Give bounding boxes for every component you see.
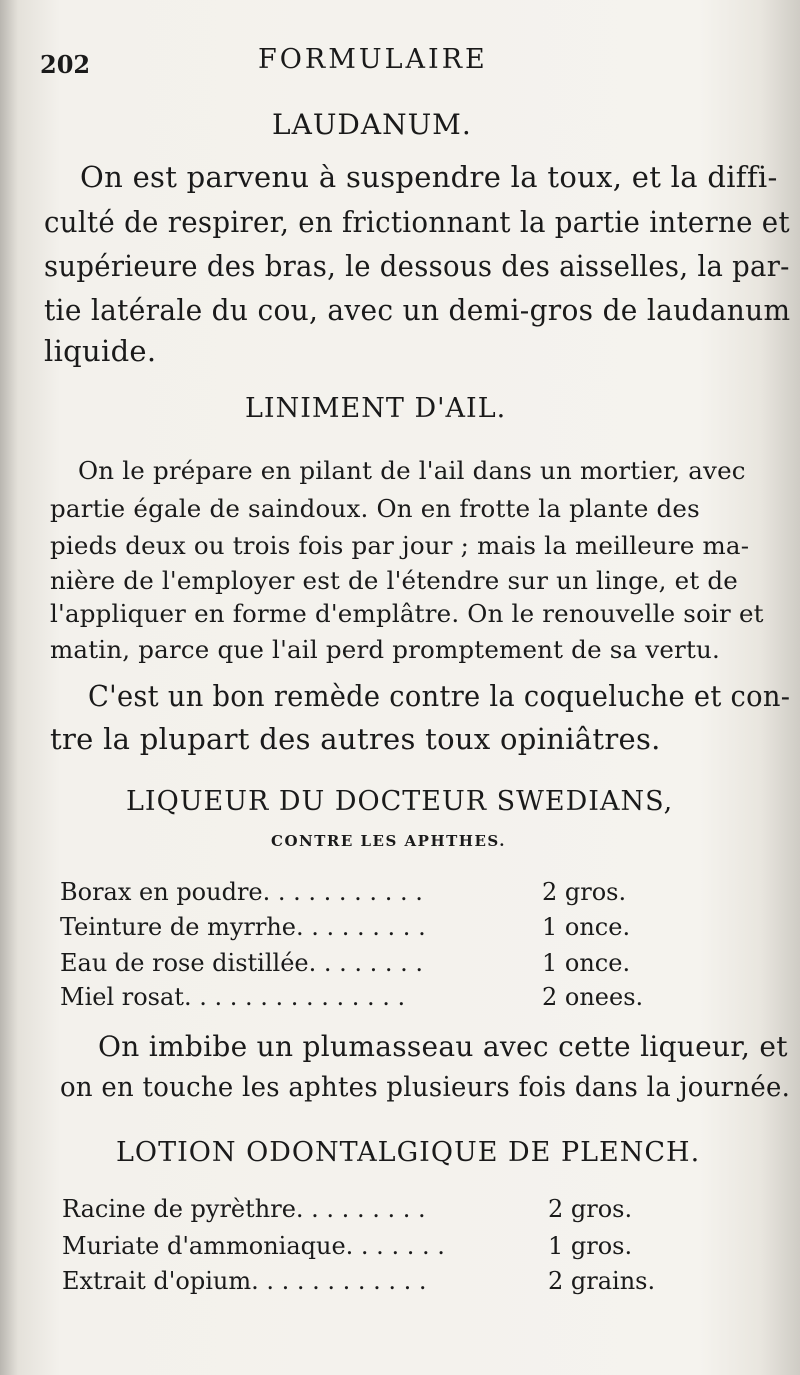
text-line: liquide. xyxy=(44,334,157,368)
ingredient-quantity: 1 once. xyxy=(542,949,631,977)
text-line: On le prépare en pilant de l'ail dans un mortier, avec xyxy=(78,456,746,485)
text-line: culté de respirer, en frictionnant la partie interne et xyxy=(44,205,790,239)
text-line: On imbibe un plumasseau avec cette liqueur, et xyxy=(98,1030,788,1063)
ingredient-quantity: 2 grains. xyxy=(548,1267,656,1295)
ingredient-quantity: 2 gros. xyxy=(548,1195,633,1223)
text-line: supérieure des bras, le dessous des aisselles, la par- xyxy=(44,249,790,283)
text-line: pieds deux ou trois fois par jour ; mais la meilleure ma- xyxy=(50,531,750,560)
text-line: partie égale de saindoux. On en frotte la plante des xyxy=(50,494,700,523)
section-title-lotion: LOTION ODONTALGIQUE DE PLENCH. xyxy=(116,1137,701,1168)
section-subtitle-liqueur: CONTRE LES APHTHES. xyxy=(271,832,506,850)
ingredient-name: Muriate d'ammoniaque. . . . . . . xyxy=(62,1232,445,1260)
text-line: l'appliquer en forme d'emplâtre. On le renouvelle soir et xyxy=(50,599,764,628)
text-line: on en touche les aphtes plusieurs fois dans la journée. xyxy=(60,1072,791,1103)
text-line: tie latérale du cou, avec un demi-gros de laudanum xyxy=(44,293,791,327)
ingredient-quantity: 1 gros. xyxy=(548,1232,633,1260)
ingredient-name: Teinture de myrrhe. . . . . . . . . xyxy=(60,913,426,941)
text-line: C'est un bon remède contre la coqueluche et con- xyxy=(88,679,791,713)
text-line: On est parvenu à suspendre la toux, et la diffi- xyxy=(80,160,778,194)
page-number: 202 xyxy=(40,50,91,79)
ingredient-name: Eau de rose distillée. . . . . . . . xyxy=(60,949,424,977)
ingredient-quantity: 2 gros. xyxy=(542,878,627,906)
text-line: matin, parce que l'ail perd promptement de sa vertu. xyxy=(50,635,720,664)
ingredient-name: Miel rosat. . . . . . . . . . . . . . . xyxy=(60,983,406,1011)
running-head: FORMULAIRE xyxy=(258,44,488,75)
section-title-laudanum: LAUDANUM. xyxy=(272,108,472,141)
section-title-liniment: LINIMENT D'AIL. xyxy=(245,393,507,424)
ingredient-quantity: 2 onees. xyxy=(542,983,644,1011)
text-line: nière de l'employer est de l'étendre sur un linge, et de xyxy=(50,566,738,595)
ingredient-name: Borax en poudre. . . . . . . . . . . xyxy=(60,878,423,906)
ingredient-quantity: 1 once. xyxy=(542,913,631,941)
section-title-liqueur: LIQUEUR DU DOCTEUR SWEDIANS, xyxy=(126,786,674,817)
ingredient-name: Extrait d'opium. . . . . . . . . . . . xyxy=(62,1267,427,1295)
text-line: tre la plupart des autres toux opiniâtres. xyxy=(50,722,661,756)
ingredient-name: Racine de pyrèthre. . . . . . . . . xyxy=(62,1195,426,1223)
